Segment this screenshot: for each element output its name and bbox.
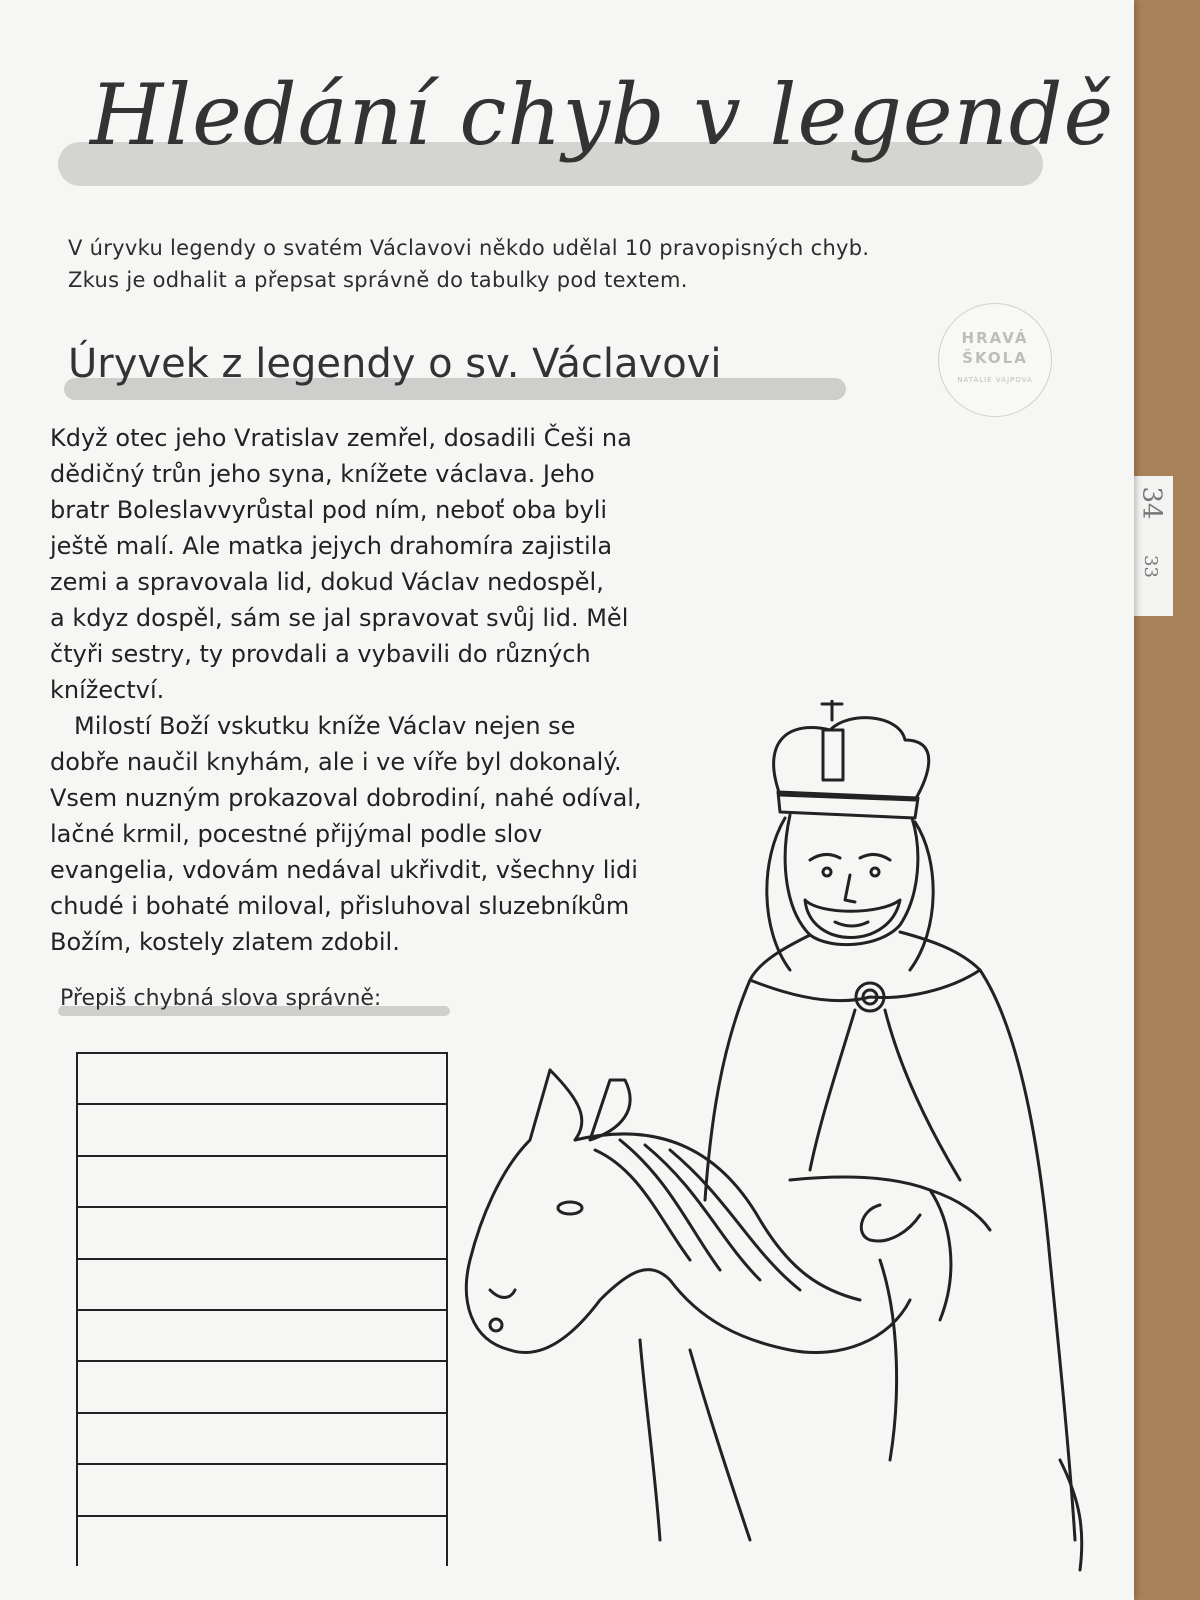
- legend-line: bratr Boleslavvyrůstal pod ním, neboť oba byli: [50, 496, 608, 524]
- legend-line: a kdyz dospěl, sám se jal spravovat svůj lid. Měl: [50, 604, 629, 632]
- answer-row[interactable]: [78, 1515, 446, 1517]
- answer-row[interactable]: [78, 1360, 446, 1362]
- answer-row[interactable]: [78, 1103, 446, 1105]
- stamp-line: ŠKOLA: [962, 349, 1028, 367]
- answer-row[interactable]: [78, 1309, 446, 1311]
- answer-row[interactable]: [78, 1258, 446, 1260]
- stamp-author: NATÁLIE VAJPOVÁ: [957, 376, 1033, 384]
- answer-row[interactable]: [78, 1052, 446, 1054]
- answer-row[interactable]: [78, 1206, 446, 1208]
- answer-prompt: Přepiš chybná slova správně:: [60, 986, 382, 1011]
- legend-line: lačné krmil, pocestné přijýmal podle slov: [50, 820, 543, 848]
- answer-table[interactable]: [76, 1052, 448, 1566]
- stamp-line: HRAVÁ: [961, 329, 1029, 347]
- page-title: Hledání chyb v legendě: [90, 66, 1115, 164]
- legend-line: zemi a spravovala lid, dokud Václav nedospěl,: [50, 568, 604, 596]
- intro-line: V úryvku legendy o svatém Václavovi někdo udělal 10 pravopisných chyb.: [68, 236, 870, 260]
- section-heading: Úryvek z legendy o sv. Václavovi: [68, 341, 722, 387]
- background-scribble: 34: [1136, 486, 1167, 520]
- legend-line: Když otec jeho Vratislav zemřel, dosadili Češi na: [50, 424, 632, 452]
- intro-text: [68, 232, 1028, 296]
- legend-line: ještě malí. Ale matka jejych drahomíra zajistila: [50, 532, 613, 560]
- legend-line: Božím, kostely zlatem zdobil.: [50, 928, 400, 956]
- legend-line: dobře naučil knyhám, ale i ve víře byl dokonalý.: [50, 748, 622, 776]
- legend-line: knížectví.: [50, 676, 165, 704]
- answer-row[interactable]: [78, 1155, 446, 1157]
- legend-line: Vsem nuzným prokazoval dobrodiní, nahé odíval,: [50, 784, 642, 812]
- legend-line: Milostí Boží vskutku kníže Václav nejen se: [74, 712, 576, 740]
- answer-row[interactable]: [78, 1463, 446, 1465]
- publisher-stamp: [938, 303, 1052, 417]
- legend-line: evangelia, vdovám nedával ukřivdit, všechny lidi: [50, 856, 638, 884]
- legend-line: chudé i bohaté miloval, přisluhoval sluzebníkům: [50, 892, 630, 920]
- background-sheet: [1132, 476, 1173, 616]
- legend-line: čtyři sestry, ty provdali a vybavili do různých: [50, 640, 591, 668]
- intro-line: Zkus je odhalit a přepsat správně do tabulky pod textem.: [68, 268, 688, 292]
- background-page-number: 33: [1139, 555, 1161, 578]
- desk-surface: [1135, 0, 1200, 1600]
- legend-line: dědičný trůn jeho syna, knížete václava. Jeho: [50, 460, 595, 488]
- answer-row[interactable]: [78, 1412, 446, 1414]
- saint-wenceslas-on-horse-icon: [460, 700, 1120, 1580]
